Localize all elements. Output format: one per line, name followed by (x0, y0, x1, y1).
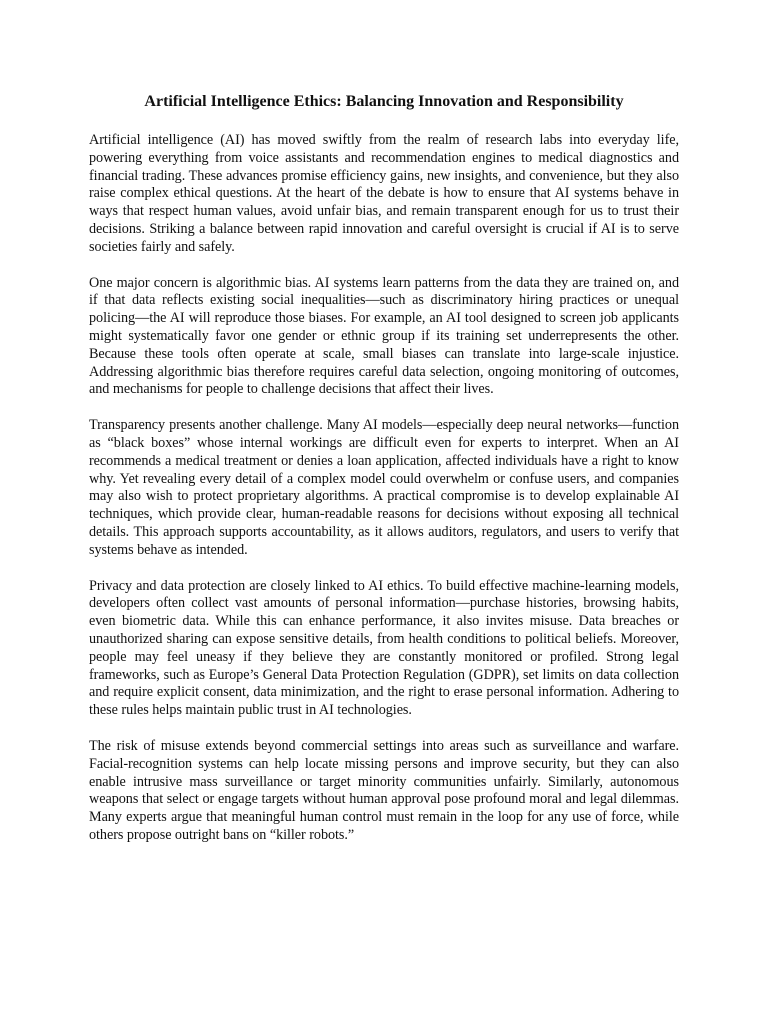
document-body (89, 132, 679, 863)
paragraph-transparency: Transparency presents another challenge. Many AI models—especially deep neural networks—function as “black boxes” whose internal workings are difficult even for experts to interpret. When an AI recommends a medical treatment or denies a loan application, affected individuals have a right to know why. Yet revealing every detail of a complex model could overwhelm or confuse users, and companies may also wish to protect proprietary algorithms. A practical compromise is to develop explainable AI techniques, which provide clear, human-readable reasons for decisions without exposing all technical details. This approach supports accountability, as it allows auditors, regulators, and users to verify that systems behave as intended. (89, 417, 679, 558)
document-title: Artificial Intelligence Ethics: Balancing Innovation and Responsibility (144, 93, 624, 110)
paragraph-privacy: Privacy and data protection are closely linked to AI ethics. To build effective machine-learning models, developers often collect vast amounts of personal information—purchase histories, browsing habits, even biometric data. While this can enhance performance, it also invites misuse. Data breaches or unauthorized sharing can expose sensitive details, from health conditions to political beliefs. Moreover, people may feel uneasy if they believe they are constantly monitored or profiled. Strong legal frameworks, such as Europe’s General Data Protection Regulation (GDPR), set limits on data collection and require explicit consent, data minimization, and the right to erase personal information. Adhering to these rules helps maintain public trust in AI technologies. (89, 577, 679, 719)
paragraph-algorithmic-bias: One major concern is algorithmic bias. AI systems learn patterns from the data they are trained on, and if that data reflects existing social inequalities—such as discriminatory hiring practices or unequal policing—the AI will reproduce those biases. For example, an AI tool designed to screen job applicants might systematically favor one gender or ethnic group if its training set underrepresents the other. Because these tools often operate at scale, small biases can translate into large-scale injustice. Addressing algorithmic bias therefore requires careful data selection, ongoing monitoring of outcomes, and mechanisms for people to challenge decisions that affect their lives. (89, 274, 679, 398)
paragraph-intro: Artificial intelligence (AI) has moved swiftly from the realm of research labs into everyday life, powering everything from voice assistants and recommendation engines to medical diagnostics and financial trading. These advances promise efficiency gains, new insights, and convenience, but they also raise complex ethical questions. At the heart of the debate is how to ensure that AI systems behave in ways that respect human values, avoid unfair bias, and remain transparent enough for us to trust their decisions. Striking a balance between rapid innovation and careful oversight is crucial if AI is to serve societies fairly and safely. (89, 132, 679, 255)
paragraph-misuse: The risk of misuse extends beyond commercial settings into areas such as surveillance and warfare. Facial-recognition systems can help locate missing persons and improve security, but they can also enable intrusive mass surveillance or target minority communities unfairly. Similarly, autonomous weapons that select or engage targets without human approval pose profound moral and legal dilemmas. Many experts argue that meaningful human control must remain in the loop for any use of force, while others propose outright bans on “killer robots.” (89, 737, 679, 843)
